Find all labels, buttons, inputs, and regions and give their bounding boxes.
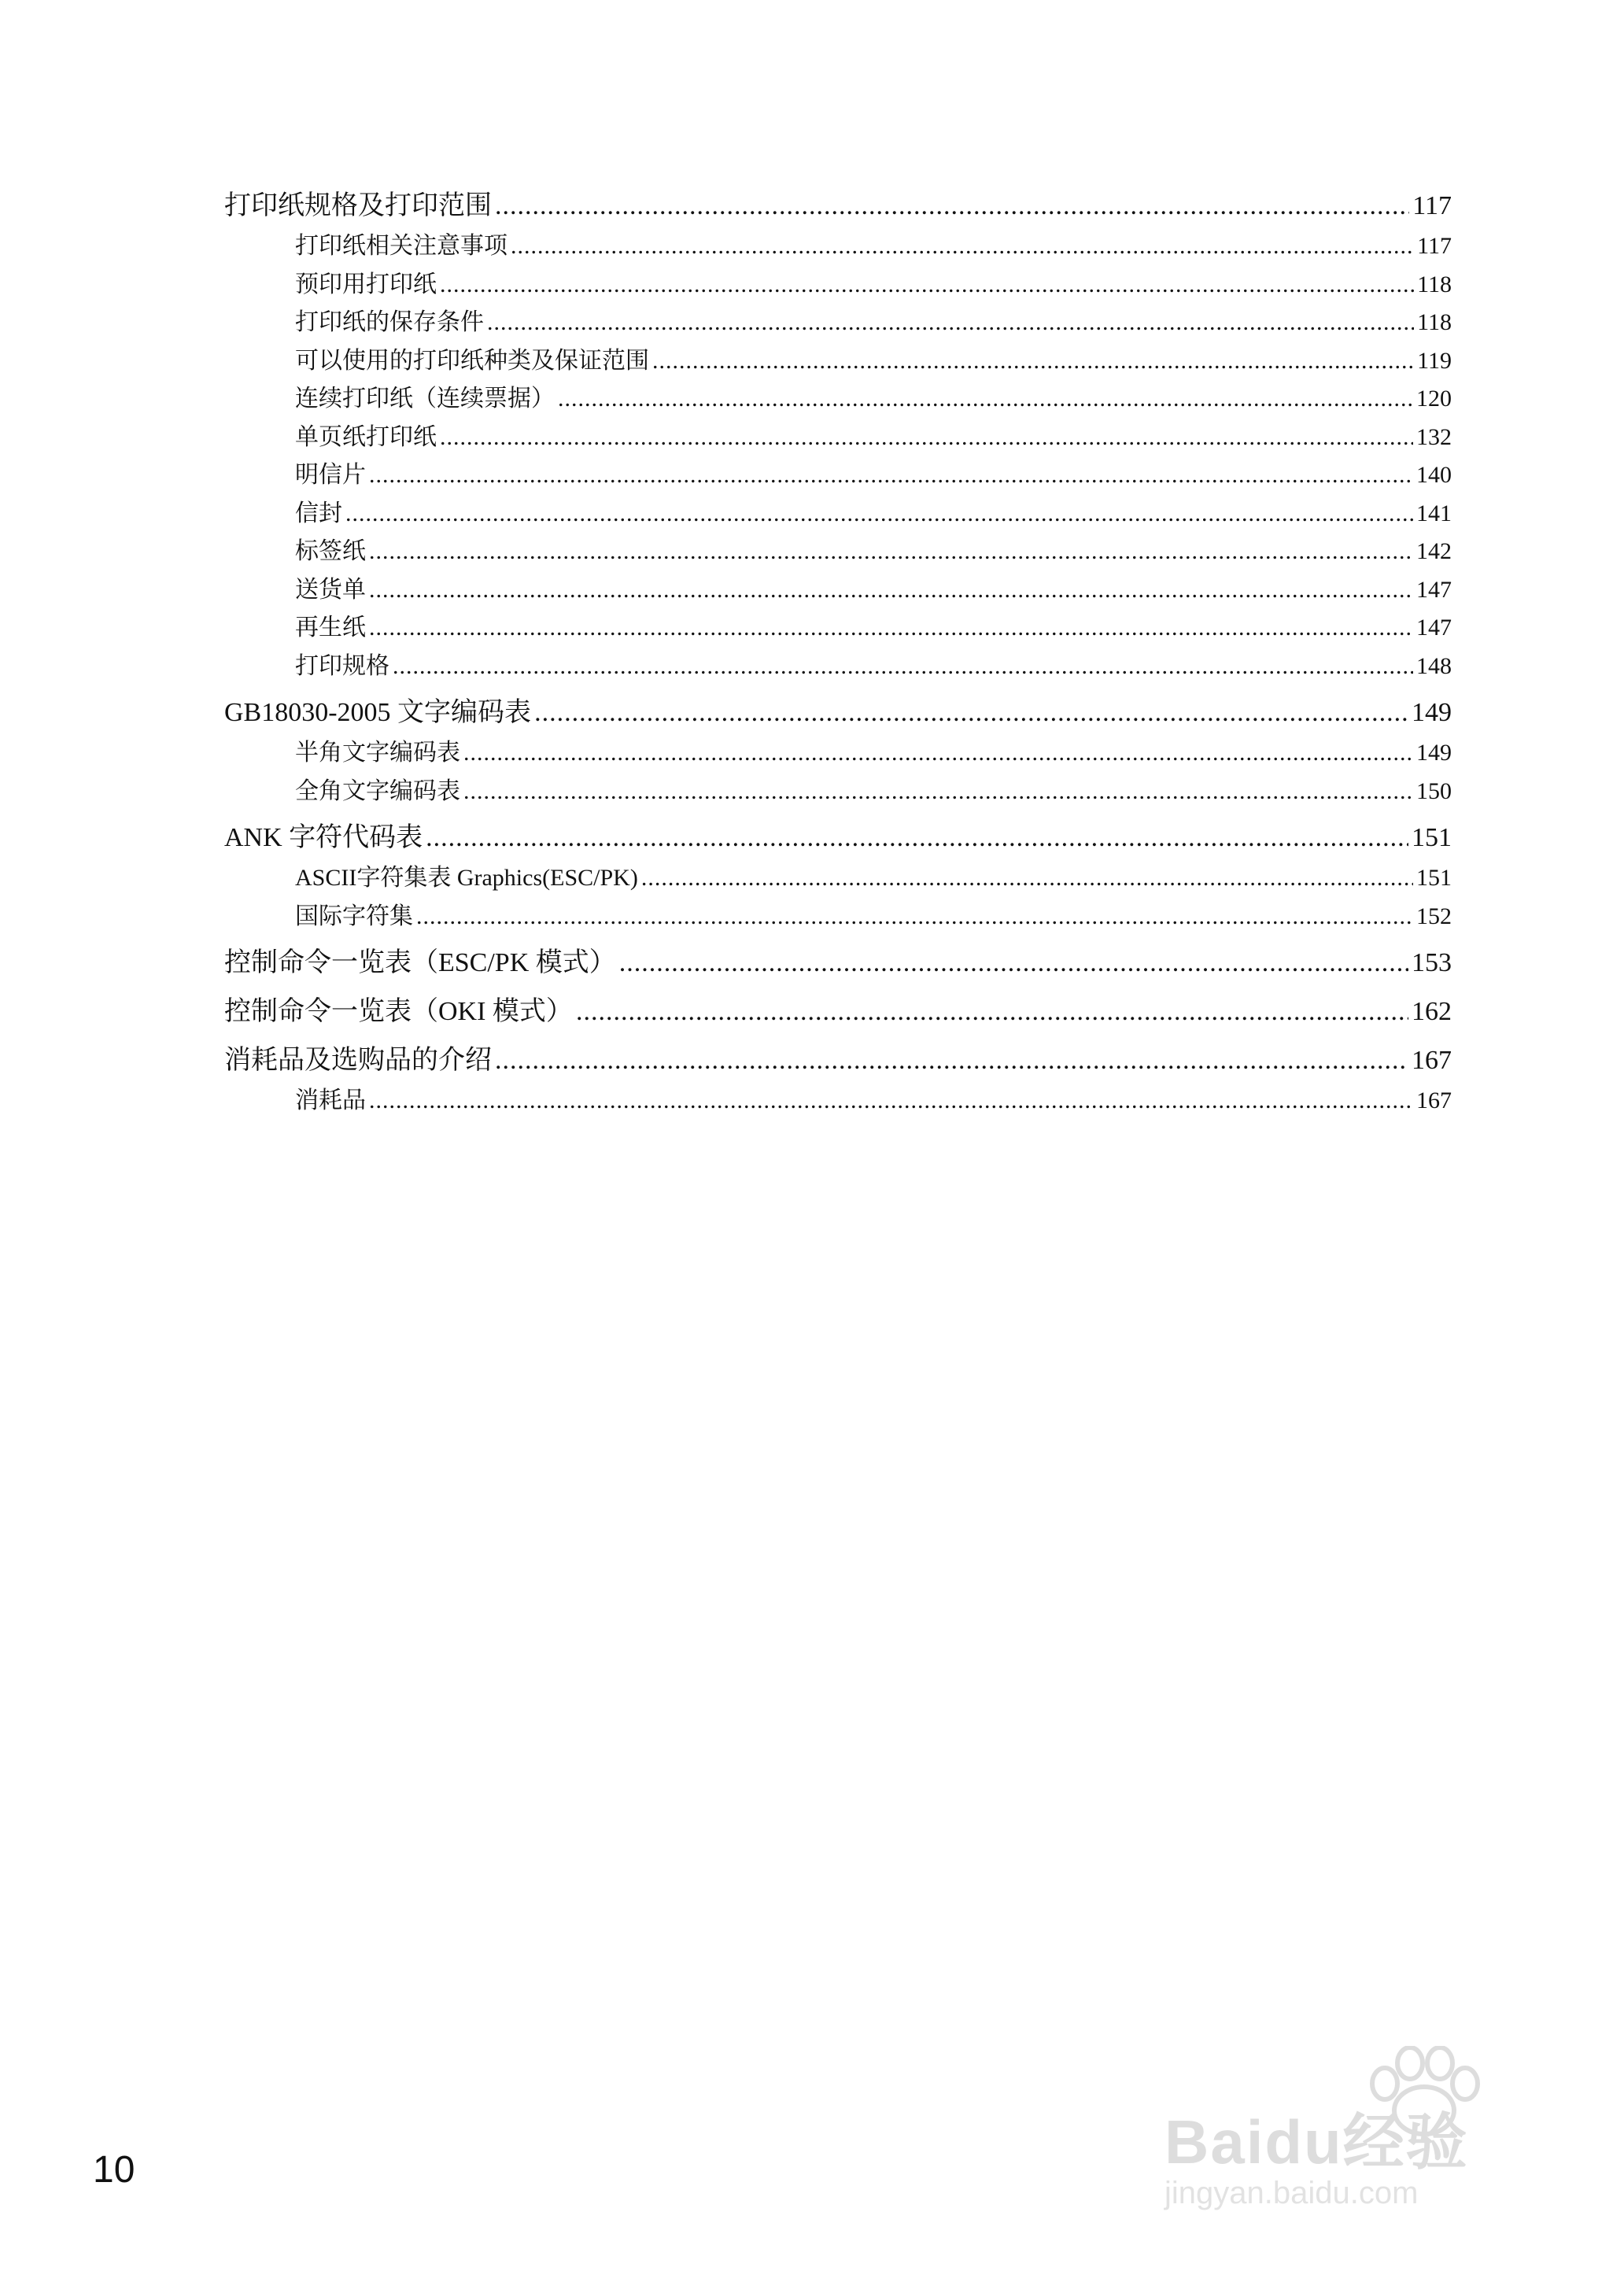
dot-leader — [369, 456, 1413, 495]
toc-page-number: 167 — [1416, 1087, 1452, 1113]
toc-page-number: 149 — [1416, 740, 1452, 766]
toc-subentry[interactable] — [224, 648, 1452, 686]
toc-subentry[interactable] — [224, 419, 1452, 457]
toc-subentry[interactable] — [224, 533, 1452, 571]
toc-page-number: 147 — [1416, 615, 1452, 641]
watermark-url: jingyan.baidu.com — [1164, 2176, 1419, 2210]
toc-entry-title: 消耗品及选购品的介绍 — [224, 1046, 492, 1075]
dot-leader — [440, 266, 1414, 305]
toc-page-number: 162 — [1412, 997, 1452, 1026]
toc-entry-title: 信封 — [295, 500, 342, 526]
dot-leader — [641, 859, 1413, 898]
toc-page-number: 152 — [1416, 903, 1452, 929]
toc-page-number: 149 — [1412, 698, 1452, 727]
toc-entry[interactable] — [224, 185, 1452, 227]
dot-leader — [369, 1082, 1413, 1121]
toc-page-number: 150 — [1416, 777, 1452, 804]
dot-leader — [369, 533, 1413, 571]
toc-page-number: 132 — [1416, 423, 1452, 450]
toc-page-number: 142 — [1416, 538, 1452, 564]
dot-leader — [416, 898, 1413, 936]
toc-page-number: 117 — [1412, 191, 1452, 220]
toc-entry-title: 打印规格 — [295, 652, 389, 679]
toc-subentry[interactable] — [224, 495, 1452, 534]
baidu-jingyan-watermark — [1149, 2046, 1558, 2227]
toc-entry-title: 再生纸 — [295, 615, 366, 641]
toc-entry-title: 消耗品 — [295, 1087, 366, 1113]
toc-entry-title: 可以使用的打印纸种类及保证范围 — [295, 347, 649, 374]
toc-entry-title: 控制命令一览表（ESC/PK 模式） — [224, 948, 616, 977]
toc-entry-title: GB18030-2005 文字编码表 — [224, 698, 532, 727]
toc-page-number: 148 — [1416, 652, 1452, 679]
toc-entry[interactable] — [224, 1039, 1452, 1082]
toc-page-number: 120 — [1416, 386, 1452, 412]
toc-entry-title: 连续打印纸（连续票据） — [295, 386, 555, 412]
toc-page-number: 153 — [1412, 948, 1452, 977]
toc-page-number: 151 — [1416, 865, 1452, 891]
toc-page-number: 140 — [1416, 462, 1452, 488]
toc-entry-title: 单页纸打印纸 — [295, 423, 437, 450]
toc-subentry[interactable] — [224, 1082, 1452, 1121]
dot-leader — [495, 1039, 1408, 1082]
toc-subentry[interactable] — [224, 342, 1452, 381]
toc-subentry[interactable] — [224, 227, 1452, 266]
dot-leader — [369, 571, 1413, 610]
toc-page-number: 141 — [1416, 500, 1452, 526]
toc-subentry[interactable] — [224, 609, 1452, 648]
toc-entry-title: 送货单 — [295, 576, 366, 603]
dot-leader — [345, 495, 1413, 534]
toc-entry-title: 明信片 — [295, 462, 366, 488]
toc-page-number: 151 — [1412, 823, 1452, 852]
dot-leader — [440, 419, 1413, 457]
dot-leader — [652, 342, 1414, 381]
toc-entry-title: ASCII字符集表 Graphics(ESC/PK) — [295, 865, 638, 891]
toc-page-number: 167 — [1412, 1046, 1452, 1075]
toc-entry-title: 打印纸的保存条件 — [295, 309, 484, 335]
toc-page-number: 119 — [1417, 347, 1452, 374]
toc-subentry[interactable] — [224, 859, 1452, 898]
toc-entry-title: ANK 字符代码表 — [224, 823, 423, 852]
dot-leader — [558, 380, 1413, 419]
toc-page-number: 118 — [1417, 309, 1452, 335]
toc-subentry[interactable] — [224, 456, 1452, 495]
toc-entry-title: 预印用打印纸 — [295, 271, 437, 297]
dot-leader — [463, 773, 1413, 811]
toc-subentry[interactable] — [224, 380, 1452, 419]
toc-entry-title: 标签纸 — [295, 538, 366, 564]
toc-entry[interactable] — [224, 692, 1452, 734]
toc-page-number: 147 — [1416, 576, 1452, 603]
dot-leader — [495, 185, 1409, 227]
dot-leader — [619, 942, 1408, 984]
toc-subentry[interactable] — [224, 571, 1452, 610]
toc-page-number: 118 — [1417, 271, 1452, 297]
dot-leader — [487, 304, 1414, 342]
toc-subentry[interactable] — [224, 304, 1452, 342]
toc-entry[interactable] — [224, 942, 1452, 984]
toc-page-number: 117 — [1417, 233, 1452, 259]
watermark-brand: Baidu经验 — [1164, 2107, 1469, 2177]
toc-entry-title: 控制命令一览表（OKI 模式） — [224, 997, 573, 1026]
table-of-contents — [224, 185, 1452, 1121]
toc-subentry[interactable] — [224, 734, 1452, 773]
toc-entry-title: 打印纸规格及打印范围 — [224, 191, 492, 220]
toc-entry-title: 全角文字编码表 — [295, 777, 460, 804]
toc-subentry[interactable] — [224, 773, 1452, 811]
dot-leader — [534, 692, 1408, 734]
dot-leader — [463, 734, 1413, 773]
dot-leader — [393, 648, 1413, 686]
toc-entry-title: 打印纸相关注意事项 — [295, 233, 507, 259]
toc-subentry[interactable] — [224, 898, 1452, 936]
toc-entry-title: 国际字符集 — [295, 903, 413, 929]
dot-leader — [369, 609, 1413, 648]
toc-entry[interactable] — [224, 817, 1452, 859]
toc-entry[interactable] — [224, 991, 1452, 1033]
dot-leader — [511, 227, 1414, 266]
toc-subentry[interactable] — [224, 266, 1452, 305]
toc-entry-title: 半角文字编码表 — [295, 740, 460, 766]
dot-leader — [426, 817, 1408, 859]
page-number: 10 — [93, 2149, 135, 2191]
dot-leader — [576, 991, 1408, 1033]
